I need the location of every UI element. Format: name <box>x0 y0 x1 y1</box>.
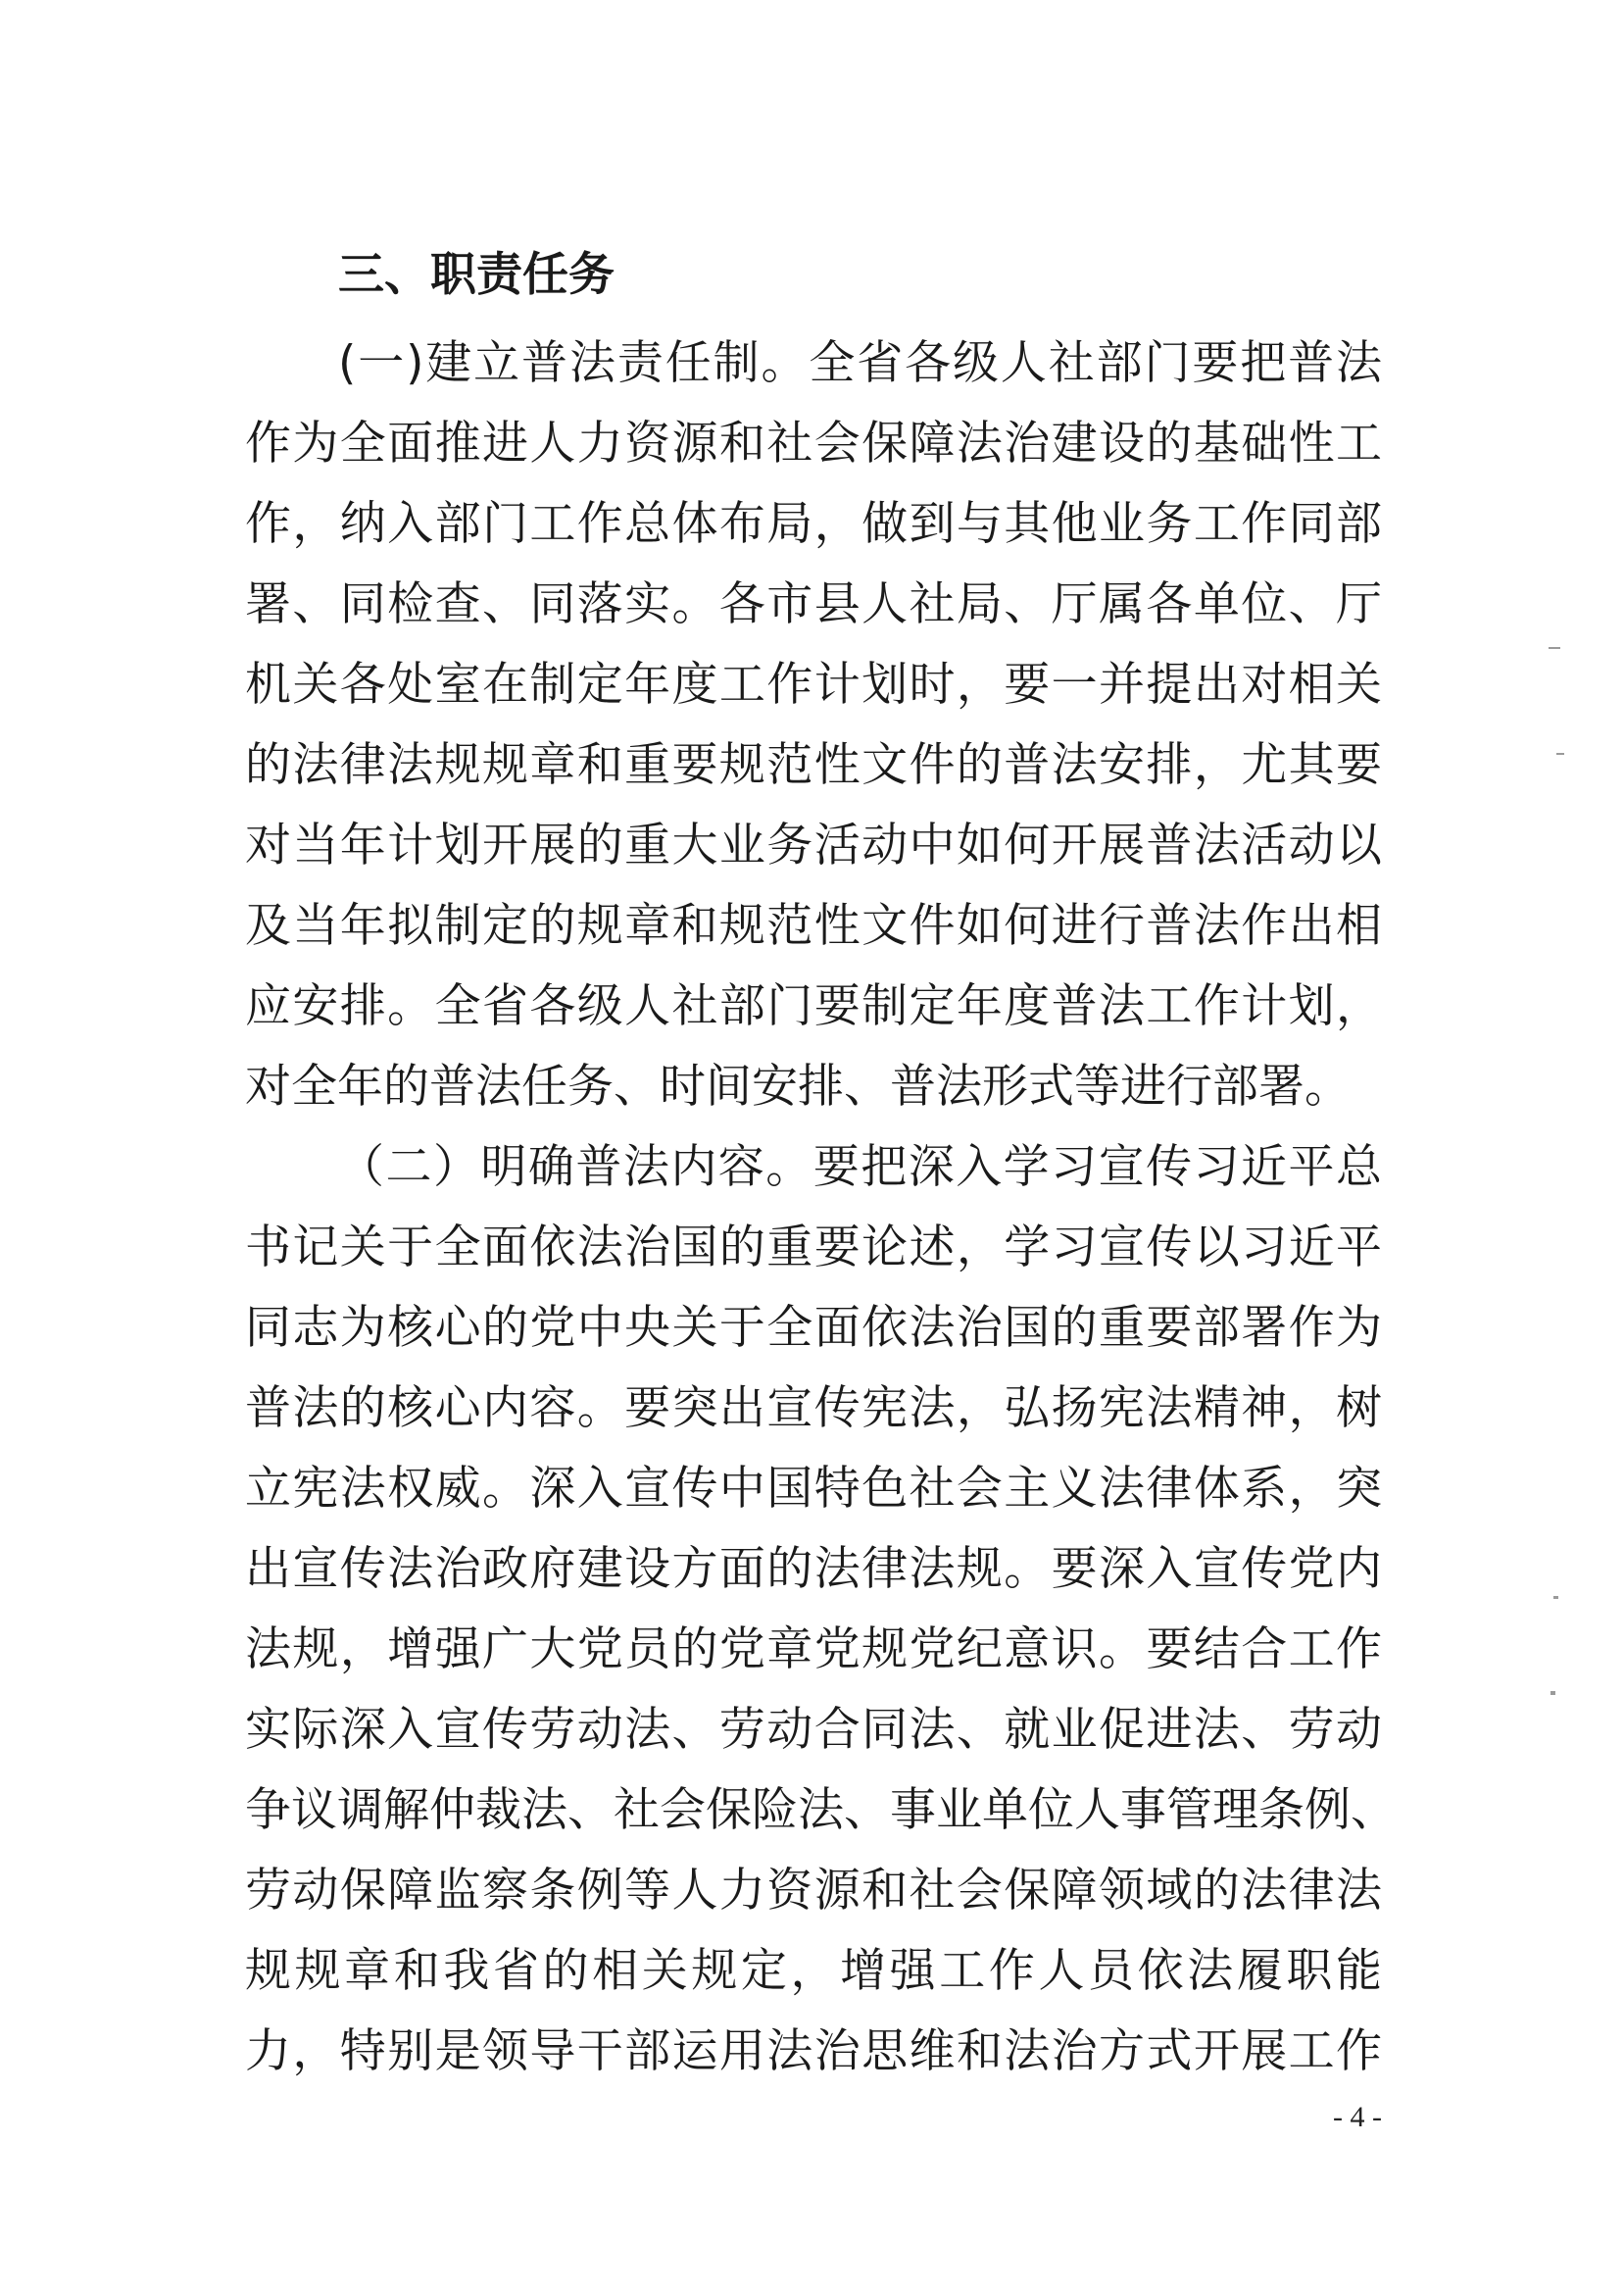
paragraph-line: 署、同检查、同落实。各市县人社局、厅属各单位、厅 <box>245 577 1382 631</box>
paragraph-content-scope <box>245 1127 1397 2092</box>
paragraph-line: 实际深入宣传劳动法、劳动合同法、就业促进法、劳动 <box>245 1703 1382 1757</box>
paragraph-line: 法规，增强广大党员的党章党规党纪意识。要结合工作 <box>245 1622 1382 1676</box>
paragraph-line: 出宣传法治政府建设方面的法律法规。要深入宣传党内 <box>245 1542 1382 1596</box>
paragraph-line: 的法律法规规章和重要规范性文件的普法安排，尤其要 <box>245 738 1382 792</box>
paragraph-line-text: 全省各级人社部门要把普法 <box>809 336 1382 390</box>
paragraph-line: 普法的核心内容。要突出宣传宪法，弘扬宪法精神，树 <box>245 1381 1382 1435</box>
paragraph-responsibility-system <box>245 324 1382 1127</box>
paragraph-line: 规规章和我省的相关规定，增强工作人员依法履职能 <box>245 1944 1382 1998</box>
paragraph-line: 书记关于全面依法治国的重要论述，学习宣传以习近平 <box>245 1221 1382 1274</box>
scan-speck <box>1549 647 1560 649</box>
paragraph-lead: (一)建立普法责任制。 <box>338 336 810 390</box>
paragraph-line: 机关各处室在制定年度工作计划时，要一并提出对相关 <box>245 658 1382 712</box>
paragraph-line <box>245 1127 1382 1208</box>
paragraph-line: 同志为核心的党中央关于全面依法治国的重要部署作为 <box>245 1301 1382 1355</box>
paragraph-line: 对当年计划开展的重大业务活动中如何开展普法活动以 <box>245 819 1382 872</box>
paragraph-line: 劳动保障监察条例等人力资源和社会保障领域的法律法 <box>245 1864 1382 1918</box>
paragraph-line <box>245 324 1382 404</box>
paragraph-line: 及当年拟制定的规章和规范性文件如何进行普法作出相 <box>245 899 1382 953</box>
paragraph-line: 立宪法权威。深入宣传中国特色社会主义法律体系，突 <box>245 1462 1382 1516</box>
document-body <box>245 245 1397 2092</box>
paragraph-line-text: 要把深入学习宣传习近平总 <box>812 1140 1383 1194</box>
paragraph-line: 力，特别是领导干部运用法治思维和法治方式开展工作 <box>245 2024 1382 2078</box>
paragraph-line: 作为全面推进人力资源和社会保障法治建设的基础性工 <box>245 417 1382 471</box>
paragraph-line: 争议调解仲裁法、社会保险法、事业单位人事管理条例、 <box>245 1783 1397 1837</box>
paragraph-line: 应安排。全省各级人社部门要制定年度普法工作计划， <box>245 979 1382 1033</box>
scan-speck <box>1556 753 1564 755</box>
paragraph-line: 作，纳入部门工作总体布局，做到与其他业务工作同部 <box>245 497 1382 551</box>
scan-speck <box>1550 1691 1555 1695</box>
scan-speck <box>1553 1596 1558 1599</box>
section-heading: 三、职责任务 <box>338 248 615 302</box>
paragraph-line: 对全年的普法任务、时间安排、普法形式等进行部署。 <box>245 1060 1351 1114</box>
paragraph-lead: （二）明确普法内容。 <box>338 1140 813 1194</box>
page-number: - 4 - <box>1333 2101 1382 2133</box>
